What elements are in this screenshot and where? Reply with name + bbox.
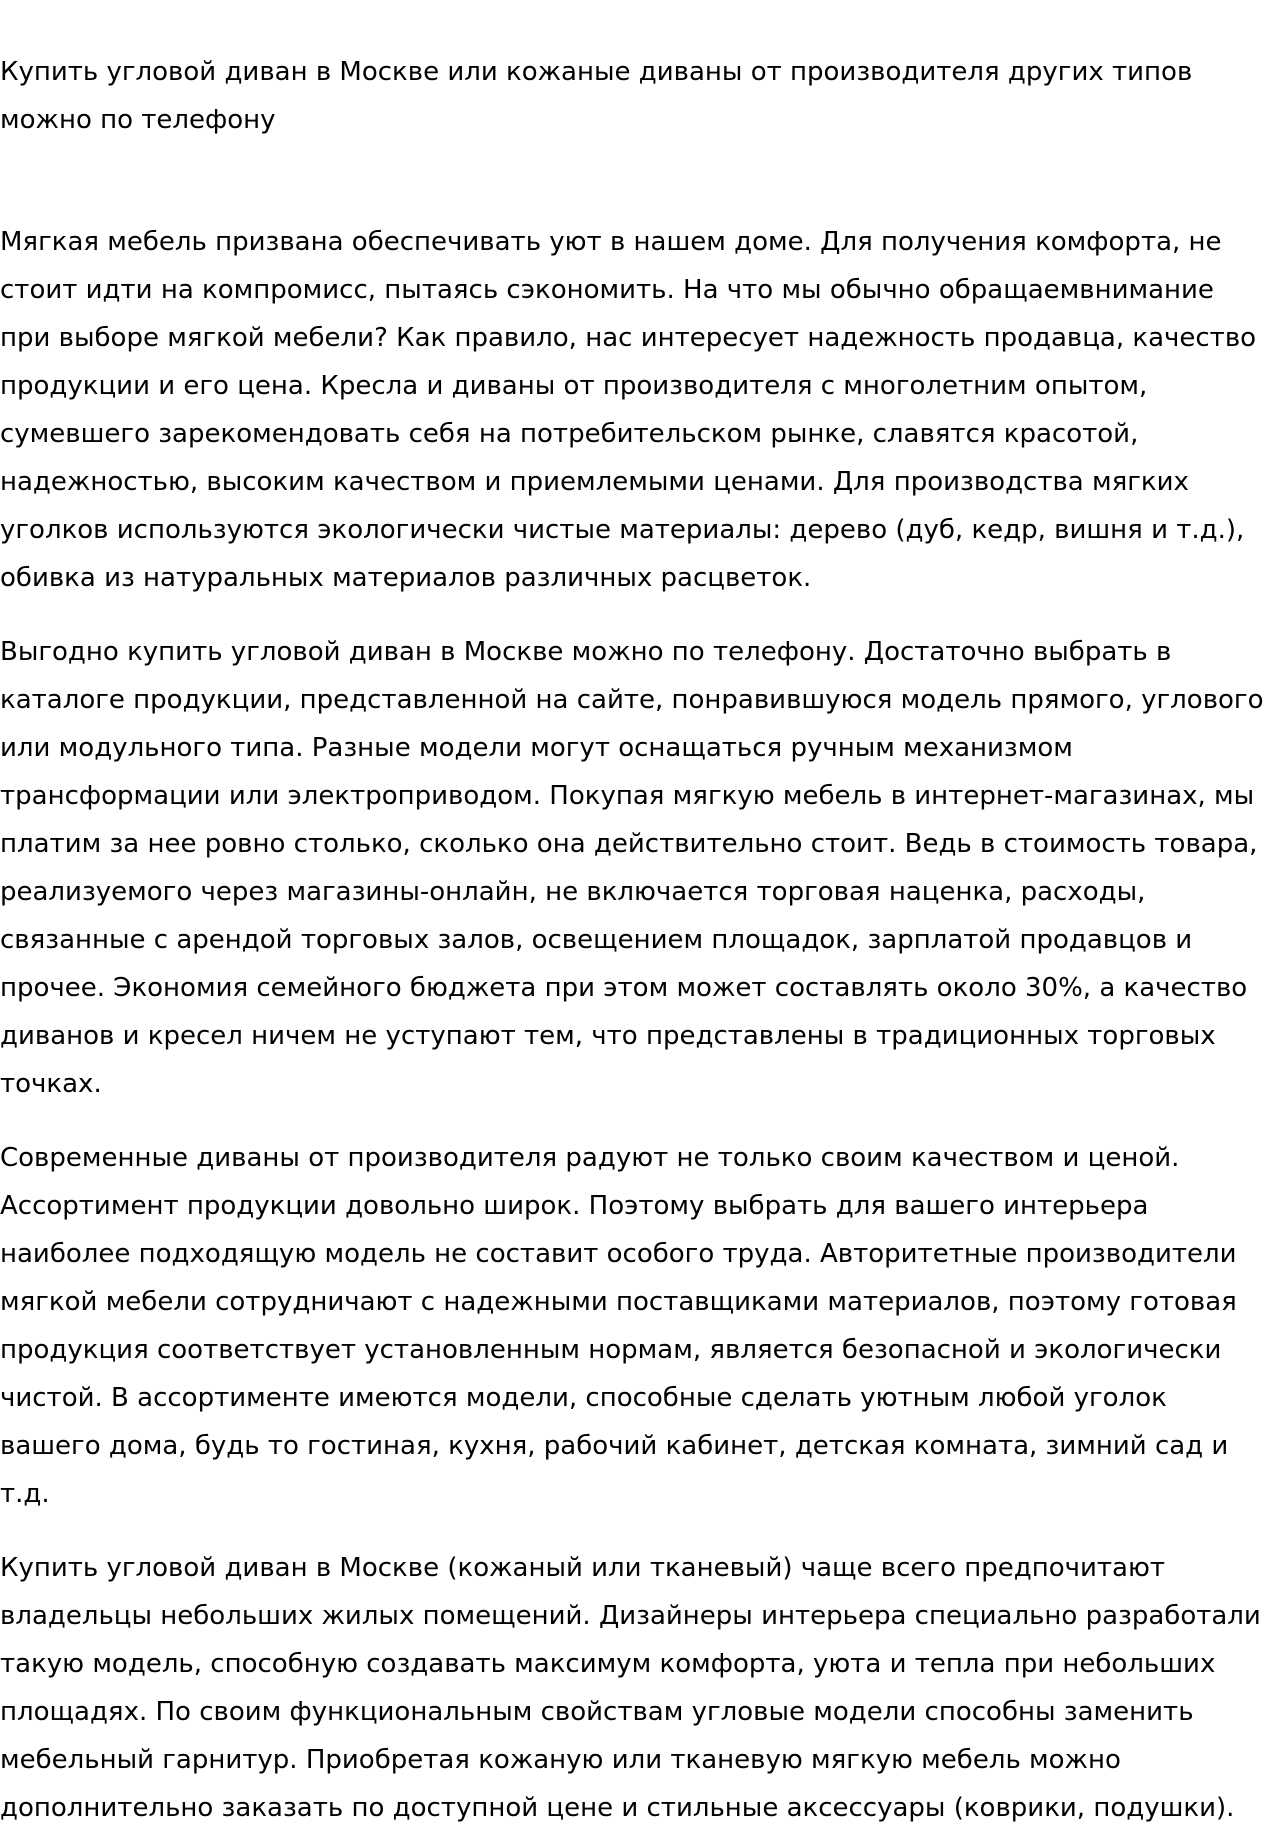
article-paragraph-3: Современные диваны от производителя радуют не только своим качеством и ценой. Ассортимент продукции довольно широк. Поэтому выбрать для вашего интерьера наиболее подходящую модель не составит особого труда. Авторитетные производители мягкой мебели сотрудничают с надежными поставщиками материалов, поэтому готовая продукция соответствует установленным нормам, является безопасной и экологически чистой. В ассортименте имеются модели, способные сделать уютным любой уголок вашего дома, будь то гостиная, кухня, рабочий кабинет, детская комната, зимний сад и т.д. [0, 1143, 1237, 1509]
article-heading: Купить угловой диван в Москве или кожаные диваны от производителя других типов можно по телефону [0, 57, 1193, 135]
article-paragraph-1: Мягкая мебель призвана обеспечивать уют в нашем доме. Для получения комфорта, не стоит идти на компромисс, пытаясь сэкономить. На что мы обычно обращаемвнимание при выборе мягкой мебели? Как правило, нас интересует надежность продавца, качество продукции и его цена. Кресла и диваны от производителя с многолетним опытом, сумевшего зарекомендовать себя на потребительском рынке, славятся красотой, надежностью, высоким качеством и приемлемыми ценами. Для производства мягких уголков используются экологически чистые материалы: дерево (дуб, кедр, вишня и т.д.), обивка из натуральных материалов различных расцветок. [0, 227, 1257, 593]
article-paragraph-2: Выгодно купить угловой диван в Москве можно по телефону. Достаточно выбрать в каталоге продукции, представленной на сайте, понравившуюся модель прямого, углового или модульного типа. Разные модели могут оснащаться ручным механизмом трансформации или электроприводом. Покупая мягкую мебель в интернет-магазинах, мы платим за нее ровно столько, сколько она действительно стоит. Ведь в стоимость товара, реализуемого через магазины-онлайн, не включается торговая наценка, расходы, связанные с арендой торговых залов, освещением площадок, зарплатой продавцов и прочее. Экономия семейного бюджета при этом может составлять около 30%, а качество диванов и кресел ничем не уступают тем, что представлены в традиционных торговых точках. [0, 637, 1264, 1099]
article-paragraph-4: Купить угловой диван в Москве (кожаный или тканевый) чаще всего предпочитают владельцы небольших жилых помещений. Дизайнеры интерьера специально разработали такую модель, способную создавать максимум комфорта, уюта и тепла при небольших площадях. По своим функциональным свойствам угловые модели способны заменить мебельный гарнитур. Приобретая кожаную или тканевую мягкую мебель можно дополнительно заказать по доступной цене и стильные аксессуары (коврики, подушки). [0, 1553, 1261, 1823]
